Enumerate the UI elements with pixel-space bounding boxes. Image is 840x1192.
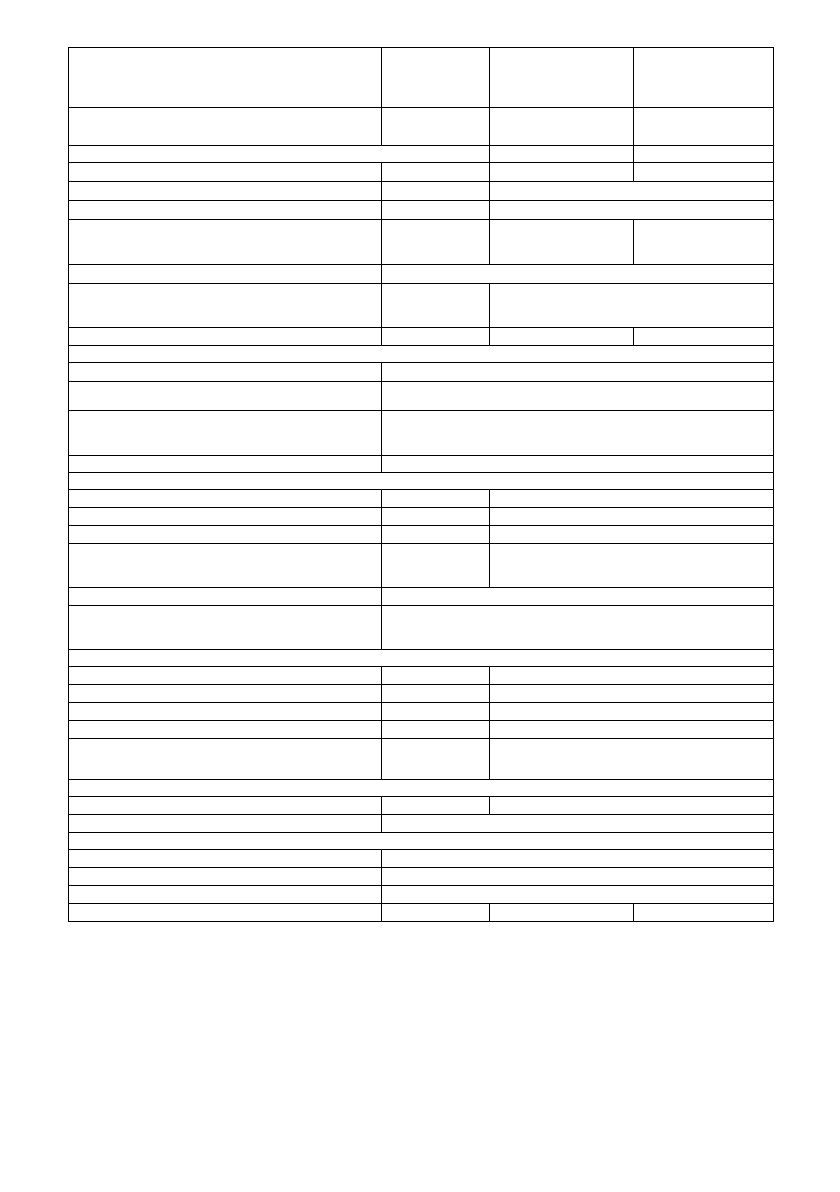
table-cell bbox=[490, 284, 774, 328]
table-cell bbox=[381, 201, 489, 220]
table-row bbox=[69, 346, 774, 363]
table-cell bbox=[69, 650, 774, 667]
table-row bbox=[69, 721, 774, 739]
table-row bbox=[69, 48, 774, 108]
table-cell bbox=[634, 48, 774, 108]
table-cell bbox=[381, 588, 773, 606]
table-row bbox=[69, 284, 774, 328]
table-cell bbox=[69, 363, 382, 382]
table-cell bbox=[381, 220, 489, 265]
table-cell bbox=[381, 328, 489, 346]
table-cell bbox=[69, 833, 774, 850]
table-cell bbox=[381, 667, 489, 685]
table-row bbox=[69, 544, 774, 588]
table-cell bbox=[381, 703, 489, 721]
table-cell bbox=[381, 739, 489, 780]
table-cell bbox=[381, 490, 489, 508]
table-cell bbox=[490, 146, 634, 163]
table-row bbox=[69, 411, 774, 456]
table-cell bbox=[490, 201, 774, 220]
table-row bbox=[69, 201, 774, 220]
table-cell bbox=[634, 904, 774, 922]
table-cell bbox=[381, 886, 773, 904]
table-row bbox=[69, 667, 774, 685]
table-cell bbox=[634, 220, 774, 265]
table-row bbox=[69, 220, 774, 265]
table-cell bbox=[69, 588, 382, 606]
table-row bbox=[69, 780, 774, 797]
table-cell bbox=[490, 739, 774, 780]
table-row bbox=[69, 650, 774, 667]
table-cell bbox=[69, 382, 382, 411]
table-cell bbox=[490, 526, 774, 544]
table-cell bbox=[490, 703, 774, 721]
table-cell bbox=[381, 544, 489, 588]
table-row bbox=[69, 526, 774, 544]
table-cell bbox=[490, 220, 634, 265]
table-row bbox=[69, 685, 774, 703]
table-cell bbox=[381, 606, 773, 650]
table-cell bbox=[634, 328, 774, 346]
table-row bbox=[69, 382, 774, 411]
table-cell bbox=[381, 182, 489, 201]
table-row bbox=[69, 833, 774, 850]
table-row bbox=[69, 815, 774, 833]
table-cell bbox=[490, 508, 774, 526]
table-row bbox=[69, 146, 774, 163]
table-cell bbox=[490, 544, 774, 588]
table-cell bbox=[69, 328, 382, 346]
table-row bbox=[69, 473, 774, 490]
table-cell bbox=[69, 182, 382, 201]
table-cell bbox=[490, 721, 774, 739]
table-cell bbox=[490, 797, 774, 815]
table-cell bbox=[69, 163, 382, 182]
table-cell bbox=[69, 346, 774, 363]
table-cell bbox=[69, 850, 382, 868]
table-row bbox=[69, 606, 774, 650]
table-row bbox=[69, 182, 774, 201]
table-row bbox=[69, 490, 774, 508]
table-cell bbox=[69, 108, 382, 146]
table-cell bbox=[381, 363, 773, 382]
table-cell bbox=[381, 284, 489, 328]
table-cell bbox=[381, 163, 489, 182]
table-cell bbox=[634, 163, 774, 182]
table-cell bbox=[381, 411, 773, 456]
table-row bbox=[69, 363, 774, 382]
table-cell bbox=[381, 382, 773, 411]
table-cell bbox=[69, 508, 382, 526]
table-cell bbox=[490, 48, 634, 108]
table-cell bbox=[69, 780, 774, 797]
table-row bbox=[69, 739, 774, 780]
table-cell bbox=[69, 815, 382, 833]
table-cell bbox=[69, 904, 382, 922]
table-cell bbox=[69, 284, 382, 328]
table-row bbox=[69, 588, 774, 606]
table-cell bbox=[381, 108, 489, 146]
table-cell bbox=[69, 456, 382, 473]
table-cell bbox=[381, 904, 489, 922]
table-cell bbox=[69, 220, 382, 265]
table-cell bbox=[634, 108, 774, 146]
table-row bbox=[69, 868, 774, 886]
table-row bbox=[69, 850, 774, 868]
table-cell bbox=[69, 473, 774, 490]
table-cell bbox=[381, 526, 489, 544]
table-row bbox=[69, 886, 774, 904]
table-cell bbox=[69, 703, 382, 721]
table-row bbox=[69, 265, 774, 284]
table-cell bbox=[634, 146, 774, 163]
table-cell bbox=[69, 265, 382, 284]
table-cell bbox=[69, 667, 382, 685]
table-row bbox=[69, 328, 774, 346]
table-cell bbox=[69, 544, 382, 588]
table-cell bbox=[490, 108, 634, 146]
table-cell bbox=[381, 868, 773, 886]
table-cell bbox=[381, 815, 773, 833]
table-cell bbox=[69, 868, 382, 886]
table-body bbox=[69, 48, 774, 922]
table-cell bbox=[490, 904, 634, 922]
table-cell bbox=[490, 490, 774, 508]
table-cell bbox=[69, 201, 382, 220]
table-cell bbox=[381, 850, 773, 868]
table-cell bbox=[69, 886, 382, 904]
table-cell bbox=[381, 48, 489, 108]
table-cell bbox=[69, 146, 490, 163]
table-cell bbox=[69, 606, 382, 650]
table-cell bbox=[69, 721, 382, 739]
specification-table bbox=[68, 47, 774, 922]
table-cell bbox=[490, 685, 774, 703]
table-cell bbox=[490, 667, 774, 685]
table-cell bbox=[381, 456, 773, 473]
table-row bbox=[69, 703, 774, 721]
table-cell bbox=[69, 797, 382, 815]
table-row bbox=[69, 904, 774, 922]
table-cell bbox=[69, 685, 382, 703]
table-row bbox=[69, 456, 774, 473]
table-cell bbox=[490, 328, 634, 346]
table-cell bbox=[69, 739, 382, 780]
table-cell bbox=[69, 411, 382, 456]
table-cell bbox=[381, 685, 489, 703]
table-cell bbox=[69, 526, 382, 544]
table-cell bbox=[490, 182, 774, 201]
table-row bbox=[69, 108, 774, 146]
table-cell bbox=[381, 265, 773, 284]
table-cell bbox=[69, 490, 382, 508]
table-row bbox=[69, 163, 774, 182]
table-cell bbox=[381, 797, 489, 815]
table-cell bbox=[381, 721, 489, 739]
table-row bbox=[69, 508, 774, 526]
table-row bbox=[69, 797, 774, 815]
table-cell bbox=[381, 508, 489, 526]
table-cell bbox=[69, 48, 382, 108]
table-cell bbox=[490, 163, 634, 182]
